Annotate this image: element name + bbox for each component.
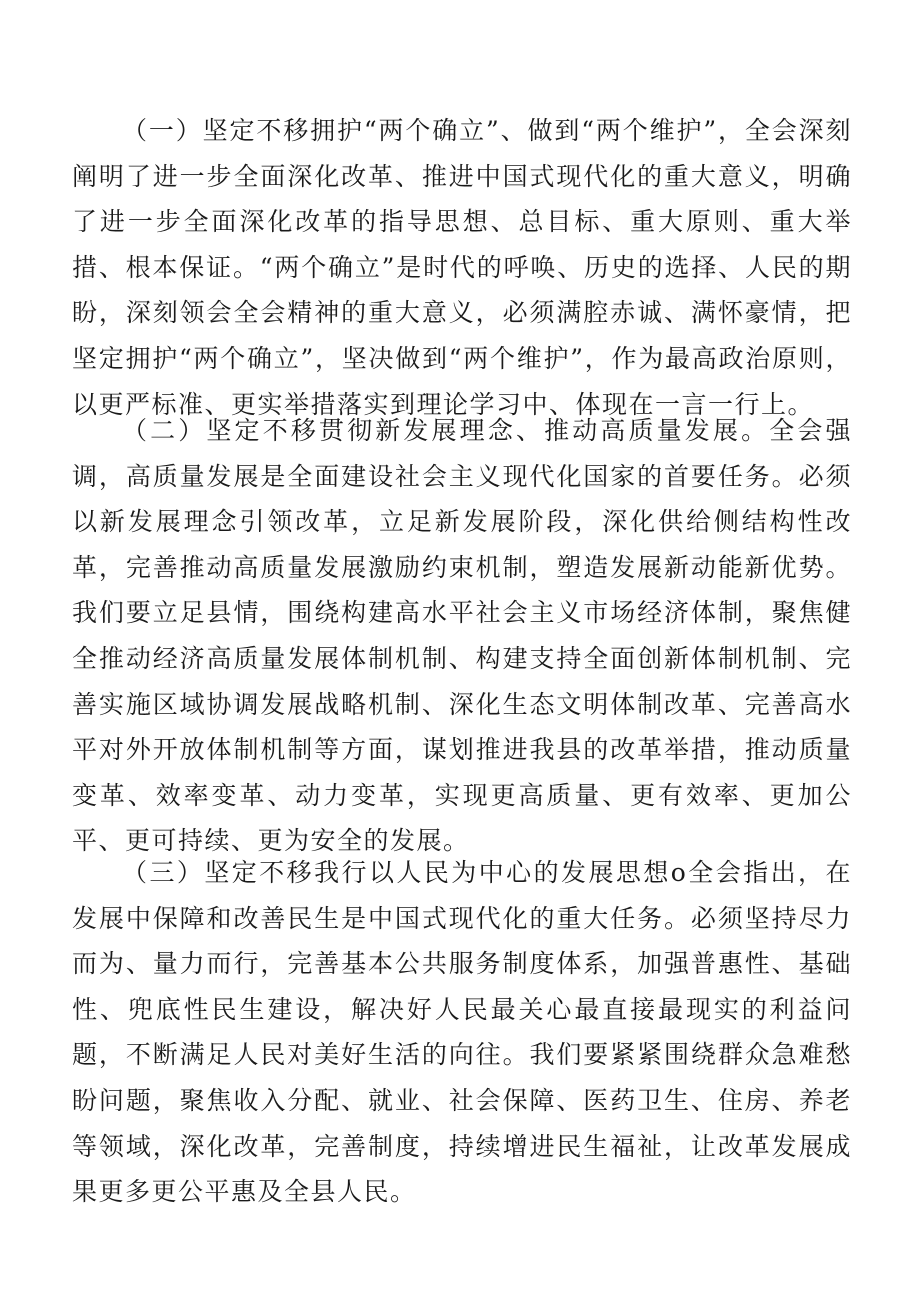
paragraph-three: （三）坚定不移我行以人民为中心的发展思想o全会指出，在发展中保障和改善民生是中国式现代化的重大任务。必须坚持尽力而为、量力而行，完善基本公共服务制度体系，加强普惠性、基础性、兜底性民生建设，解决好人民最关心最直接最现实的利益问题，不断满足人民对美好生活的向往。我们要紧紧围绕群众急难愁盼问题，聚焦收入分配、就业、社会保障、医药卫生、住房、养老等领域，深化改革，完善制度，持续增进民生福祉，让改革发展成果更多更公平惠及全县人民。 [72,858,852,1207]
paragraph-one: （一）坚定不移拥护“两个确立”、做到“两个维护”，全会深刻阐明了进一步全面深化改革、推进中国式现代化的重大意义，明确了进一步全面深化改革的指导思想、总目标、重大原则、重大举措、根本保证。“两个确立”是时代的呼唤、历史的选择、人民的期盼，深刻领会全会精神的重大意义，必须满腔赤诚、满怀豪情，把坚定拥护“两个确立”，坚决做到“两个维护”，作为最高政治原则，以更严标准、更实举措落实到理论学习中、体现在一言一行上。 [72,116,852,419]
paragraph-two: （二）坚定不移贯彻新发展理念、推动高质量发展。全会强调，高质量发展是全面建设社会主义现代化国家的首要任务。必须以新发展理念引领改革，立足新发展阶段，深化供给侧结构性改革，完善推动高质量发展激励约束机制，塑造发展新动能新优势。我们要立足县情，围绕构建高水平社会主义市场经济体制，聚焦健全推动经济高质量发展体制机制、构建支持全面创新体制机制、完善实施区域协调发展战略机制、深化生态文明体制改革、完善高水平对外开放体制机制等方面，谋划推进我县的改革举措，推动质量变革、效率变革、动力变革，实现更高质量、更有效率、更加公平、更可持续、更为安全的发展。 [72,416,852,856]
